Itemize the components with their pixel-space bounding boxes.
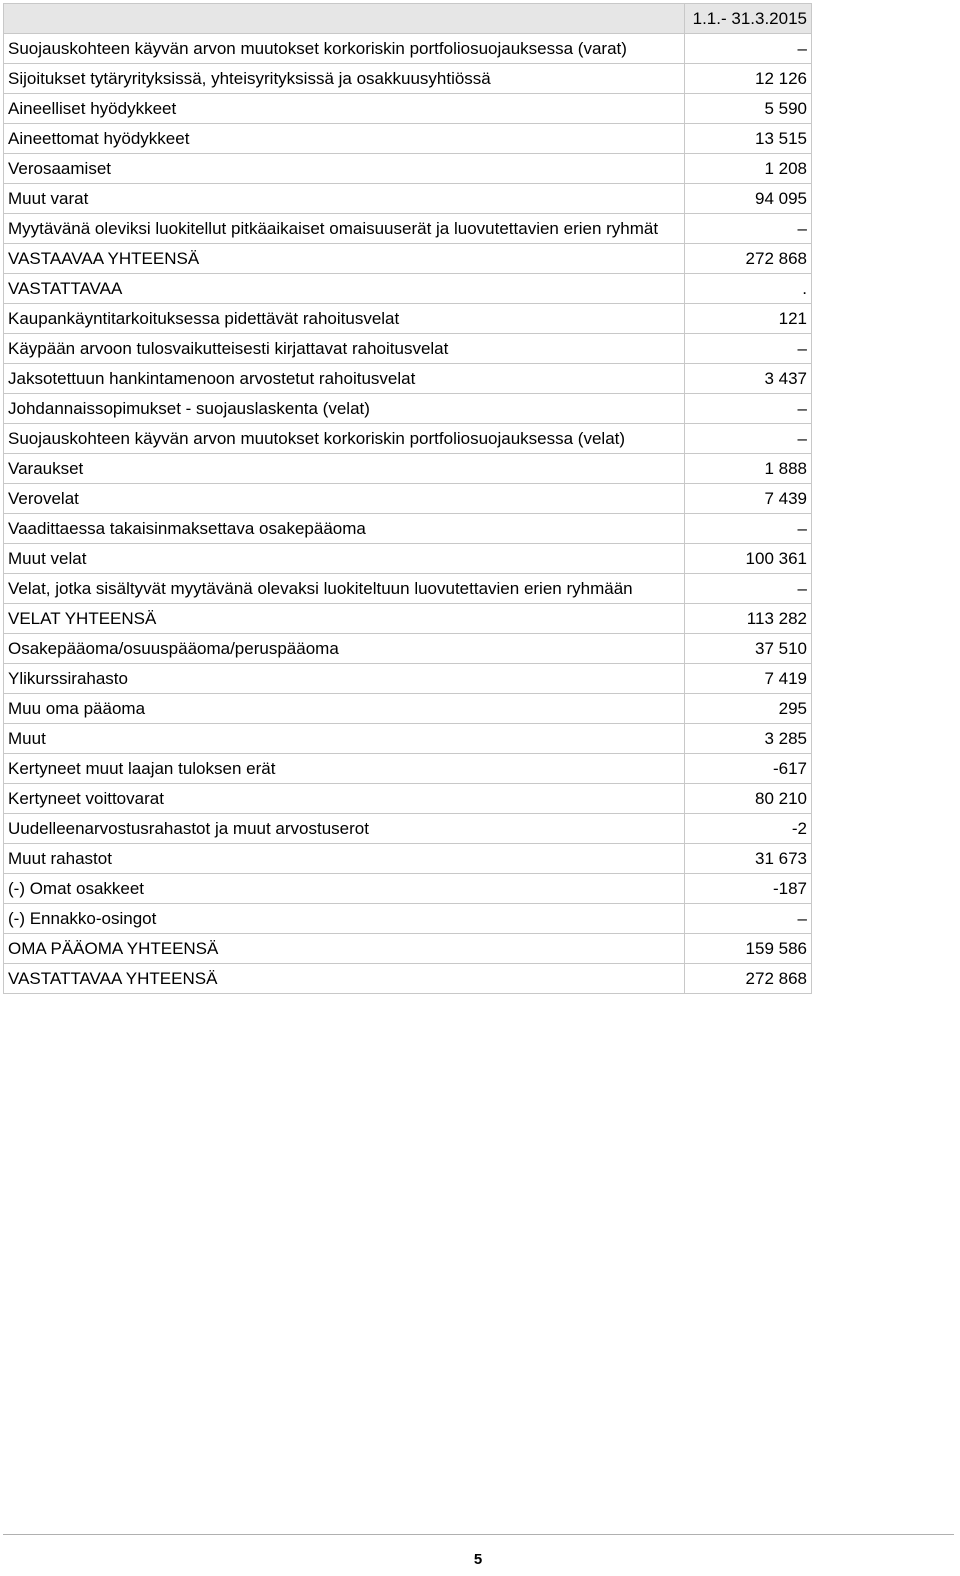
row-value: 94 095: [685, 184, 812, 214]
row-value: -617: [685, 754, 812, 784]
row-label: Jaksotettuun hankintamenoon arvostetut rahoitusvelat: [4, 364, 685, 394]
row-value: -187: [685, 874, 812, 904]
row-label: Sijoitukset tytäryrityksissä, yhteisyrityksissä ja osakkuusyhtiössä: [4, 64, 685, 94]
table-row: [4, 784, 812, 814]
row-label: Kertyneet muut laajan tuloksen erät: [4, 754, 685, 784]
row-value: 159 586: [685, 934, 812, 964]
row-value: –: [685, 34, 812, 64]
row-label: Uudelleenarvostusrahastot ja muut arvostuserot: [4, 814, 685, 844]
row-value: 7 439: [685, 484, 812, 514]
row-label: Suojauskohteen käyvän arvon muutokset korkoriskin portfoliosuojauksessa (velat): [4, 424, 685, 454]
row-label: Muut: [4, 724, 685, 754]
table-body: [4, 4, 812, 994]
row-label: Muu oma pääoma: [4, 694, 685, 724]
header-period: 1.1.- 31.3.2015: [685, 4, 812, 34]
row-label: Verosaamiset: [4, 154, 685, 184]
header-label-cell: [4, 4, 685, 34]
row-value: 121: [685, 304, 812, 334]
row-value: -2: [685, 814, 812, 844]
row-value: –: [685, 904, 812, 934]
row-label: Kaupankäyntitarkoituksessa pidettävät rahoitusvelat: [4, 304, 685, 334]
table-row: [4, 604, 812, 634]
row-label: (-) Ennakko-osingot: [4, 904, 685, 934]
row-label: Johdannaissopimukset - suojauslaskenta (velat): [4, 394, 685, 424]
table-row: [4, 874, 812, 904]
row-label: Aineelliset hyödykkeet: [4, 94, 685, 124]
row-label: VELAT YHTEENSÄ: [4, 604, 685, 634]
row-label: (-) Omat osakkeet: [4, 874, 685, 904]
row-value: –: [685, 424, 812, 454]
table-row: [4, 934, 812, 964]
table-row: [4, 544, 812, 574]
row-value: 113 282: [685, 604, 812, 634]
table-row: [4, 754, 812, 784]
table-row: [4, 814, 812, 844]
row-value: –: [685, 514, 812, 544]
row-value: 3 437: [685, 364, 812, 394]
table-row: [4, 214, 812, 244]
table-row: [4, 64, 812, 94]
balance-sheet-table: [3, 3, 812, 994]
row-value: 12 126: [685, 64, 812, 94]
table-row: [4, 94, 812, 124]
table-row: [4, 574, 812, 604]
table-row: [4, 364, 812, 394]
row-label: VASTATTAVAA YHTEENSÄ: [4, 964, 685, 994]
row-label: Aineettomat hyödykkeet: [4, 124, 685, 154]
row-value: 1 888: [685, 454, 812, 484]
table-row: [4, 454, 812, 484]
row-value: 100 361: [685, 544, 812, 574]
row-value: 31 673: [685, 844, 812, 874]
row-value: –: [685, 394, 812, 424]
table-row: [4, 664, 812, 694]
row-value: 80 210: [685, 784, 812, 814]
row-label: Verovelat: [4, 484, 685, 514]
footer-divider: [3, 1534, 954, 1535]
row-value: 295: [685, 694, 812, 724]
row-label: Velat, jotka sisältyvät myytävänä olevaksi luokiteltuun luovutettavien erien ryhmään: [4, 574, 685, 604]
table-row: [4, 34, 812, 64]
row-label: Kertyneet voittovarat: [4, 784, 685, 814]
page-number: 5: [473, 1551, 483, 1568]
row-value: –: [685, 574, 812, 604]
row-value: 37 510: [685, 634, 812, 664]
row-label: Muut rahastot: [4, 844, 685, 874]
table-header-row: [4, 4, 812, 34]
row-label: Muut velat: [4, 544, 685, 574]
row-label: Vaadittaessa takaisinmaksettava osakepääoma: [4, 514, 685, 544]
table-row: [4, 484, 812, 514]
table-row: [4, 124, 812, 154]
table-row: [4, 424, 812, 454]
table-row: [4, 274, 812, 304]
table-row: [4, 244, 812, 274]
table-row: [4, 304, 812, 334]
table-row: [4, 964, 812, 994]
row-value: –: [685, 214, 812, 244]
row-label: OMA PÄÄOMA YHTEENSÄ: [4, 934, 685, 964]
row-label: Käypään arvoon tulosvaikutteisesti kirjattavat rahoitusvelat: [4, 334, 685, 364]
row-label: VASTAAVAA YHTEENSÄ: [4, 244, 685, 274]
row-value: 7 419: [685, 664, 812, 694]
table-row: [4, 184, 812, 214]
row-value: 5 590: [685, 94, 812, 124]
table-row: [4, 154, 812, 184]
table-row: [4, 634, 812, 664]
table-row: [4, 334, 812, 364]
table-row: [4, 724, 812, 754]
row-value: 272 868: [685, 964, 812, 994]
table-row: [4, 694, 812, 724]
row-value: 13 515: [685, 124, 812, 154]
row-label: Varaukset: [4, 454, 685, 484]
row-label: Myytävänä oleviksi luokitellut pitkäaikaiset omaisuuserät ja luovutettavien erien ryhmät: [4, 214, 685, 244]
row-value: 272 868: [685, 244, 812, 274]
row-label: Muut varat: [4, 184, 685, 214]
table-row: [4, 904, 812, 934]
table-row: [4, 844, 812, 874]
row-label: VASTATTAVAA: [4, 274, 685, 304]
row-value: 1 208: [685, 154, 812, 184]
row-value: .: [685, 274, 812, 304]
row-label: Ylikurssirahasto: [4, 664, 685, 694]
row-value: –: [685, 334, 812, 364]
row-value: 3 285: [685, 724, 812, 754]
table-row: [4, 394, 812, 424]
row-label: Suojauskohteen käyvän arvon muutokset korkoriskin portfoliosuojauksessa (varat): [4, 34, 685, 64]
table-row: [4, 514, 812, 544]
row-label: Osakepääoma/osuuspääoma/peruspääoma: [4, 634, 685, 664]
